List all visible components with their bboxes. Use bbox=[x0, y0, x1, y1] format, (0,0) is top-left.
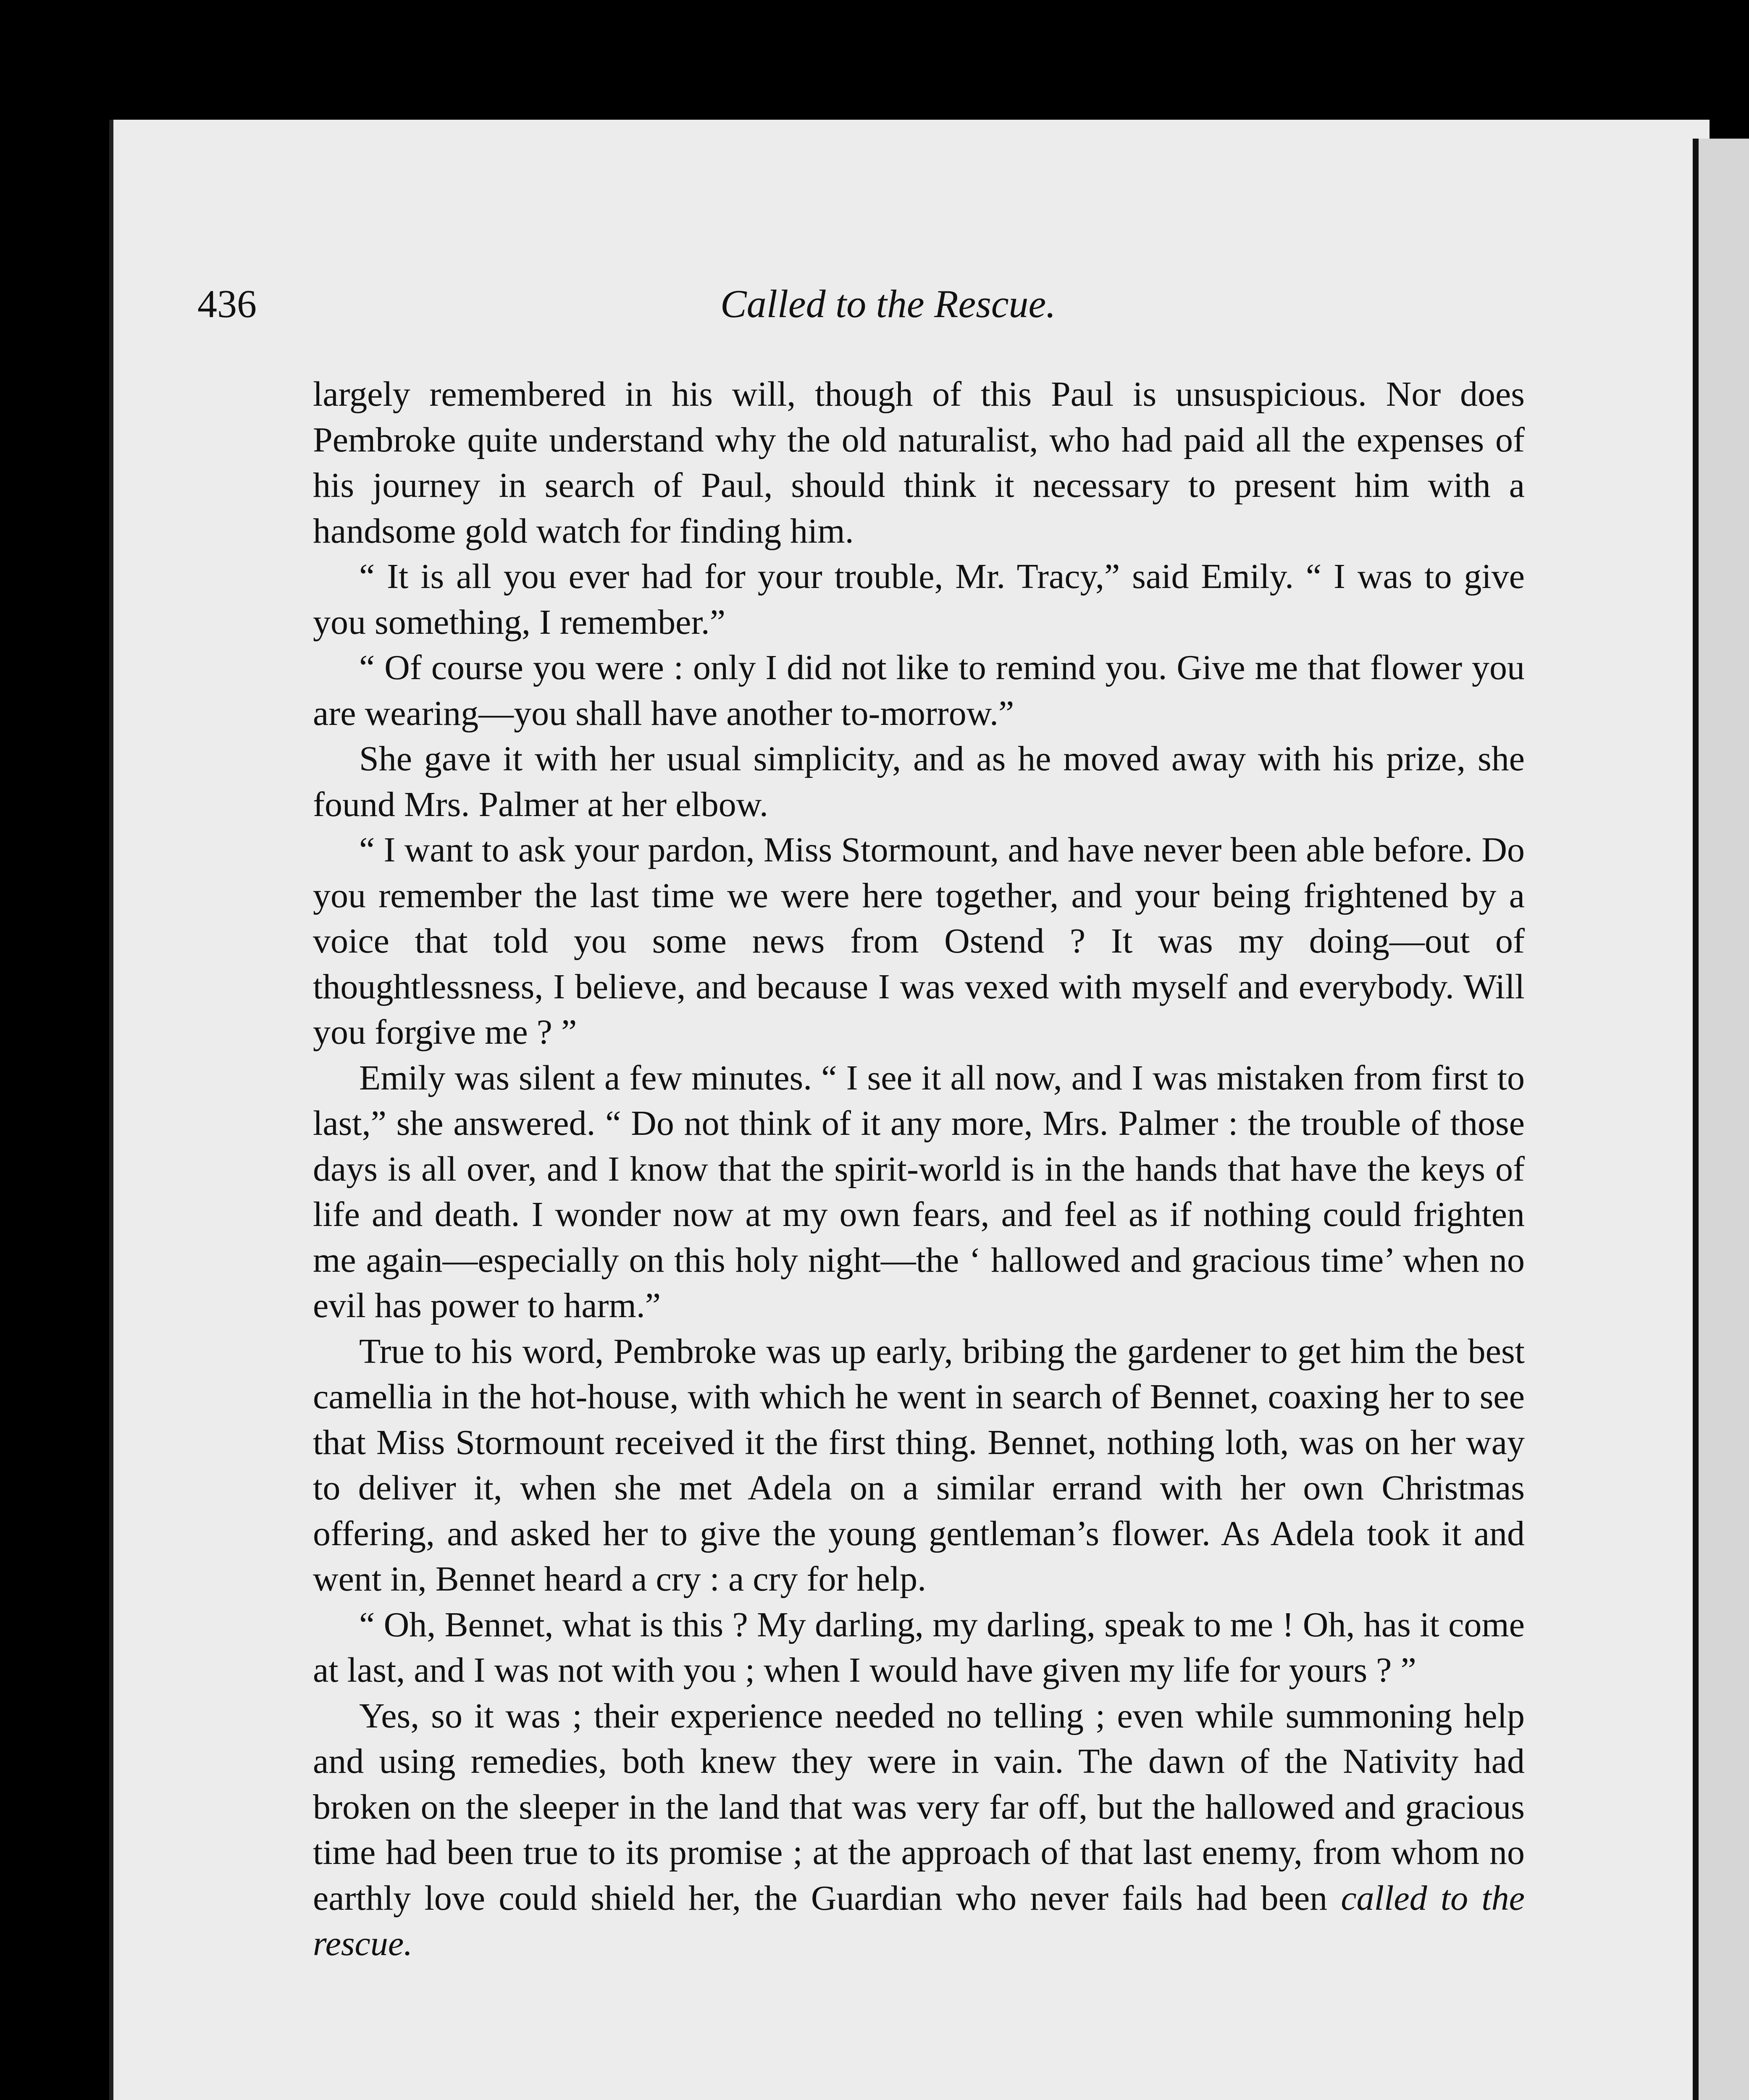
final-paragraph-text: Yes, so it was ; their experience needed no telling ; even while summoning help and using remedies, both knew they were in vain. The dawn of the Nativity had broken on the sleeper in the land that was very far off, but the hallowed and gracious time had been true to its promise ; at the approach of that last enemy, from whom no earthly love could shield her, the Guardian who never fails had been bbox=[313, 1696, 1525, 1918]
final-paragraph bbox=[313, 1693, 1525, 1967]
closing-phrase: called to the rescue. bbox=[313, 1878, 1525, 1963]
page-number: 436 bbox=[197, 282, 257, 326]
paragraph: “ Oh, Bennet, what is this ? My darling, my darling, speak to me ! Oh, has it come at last, and I was not with you ; when I would have given my life for yours ? ” bbox=[313, 1605, 1525, 1690]
paragraph: “ I want to ask your pardon, Miss Stormount, and have never been able before. Do you remember the last time we were here together, and your being frightened by a voice that told you some news from Ostend ? It was my doing—out of thoughtlessness, I believe, and because I was vexed with myself and everybody. Will you forgive me ? ” bbox=[313, 830, 1525, 1052]
paragraph: “ Of course you were : only I did not like to remind you. Give me that flower you are wearing—you shall have another to-morrow.” bbox=[313, 648, 1525, 733]
page-header bbox=[197, 281, 1521, 353]
paragraph: Emily was silent a few minutes. “ I see it all now, and I was mistaken from first to last,” she answered. “ Do not think of it any more, Mrs. Palmer : the trouble of those days is all over, and I know that the spirit-world is in the hands that have the keys of life and death. I wonder now at my own fears, and feel as if nothing could frighten me again—especially on this holy night—the ‘ hallowed and gracious time’ when no evil has power to harm.” bbox=[313, 1058, 1525, 1325]
facing-page-edge bbox=[1693, 139, 1749, 2100]
paragraph: “ It is all you ever had for your trouble, Mr. Tracy,” said Emily. “ I was to give you something, I remember.” bbox=[313, 557, 1525, 642]
paragraph: She gave it with her usual simplicity, and as he moved away with his prize, she found Mrs. Palmer at her elbow. bbox=[313, 739, 1525, 824]
paragraph: True to his word, Pembroke was up early, bribing the gardener to get him the best camellia in the hot-house, with which he went in search of Bennet, coaxing her to see that Miss Stormount received it the first thing. Bennet, nothing loth, was on her way to deliver it, when she met Adela on a similar errand with her own Christmas offering, and asked her to give the young gentleman’s flower. As Adela took it and went in, Bennet heard a cry : a cry for help. bbox=[313, 1331, 1525, 1599]
body-text bbox=[313, 372, 1525, 1967]
paragraph: largely remembered in his will, though of this Paul is unsuspicious. Nor does Pembroke quite understand why the old naturalist, who had paid all the expenses of his journey in search of Paul, should think it necessary to present him with a handsome gold watch for finding him. bbox=[313, 375, 1525, 551]
running-title: Called to the Rescue. bbox=[720, 282, 1056, 326]
